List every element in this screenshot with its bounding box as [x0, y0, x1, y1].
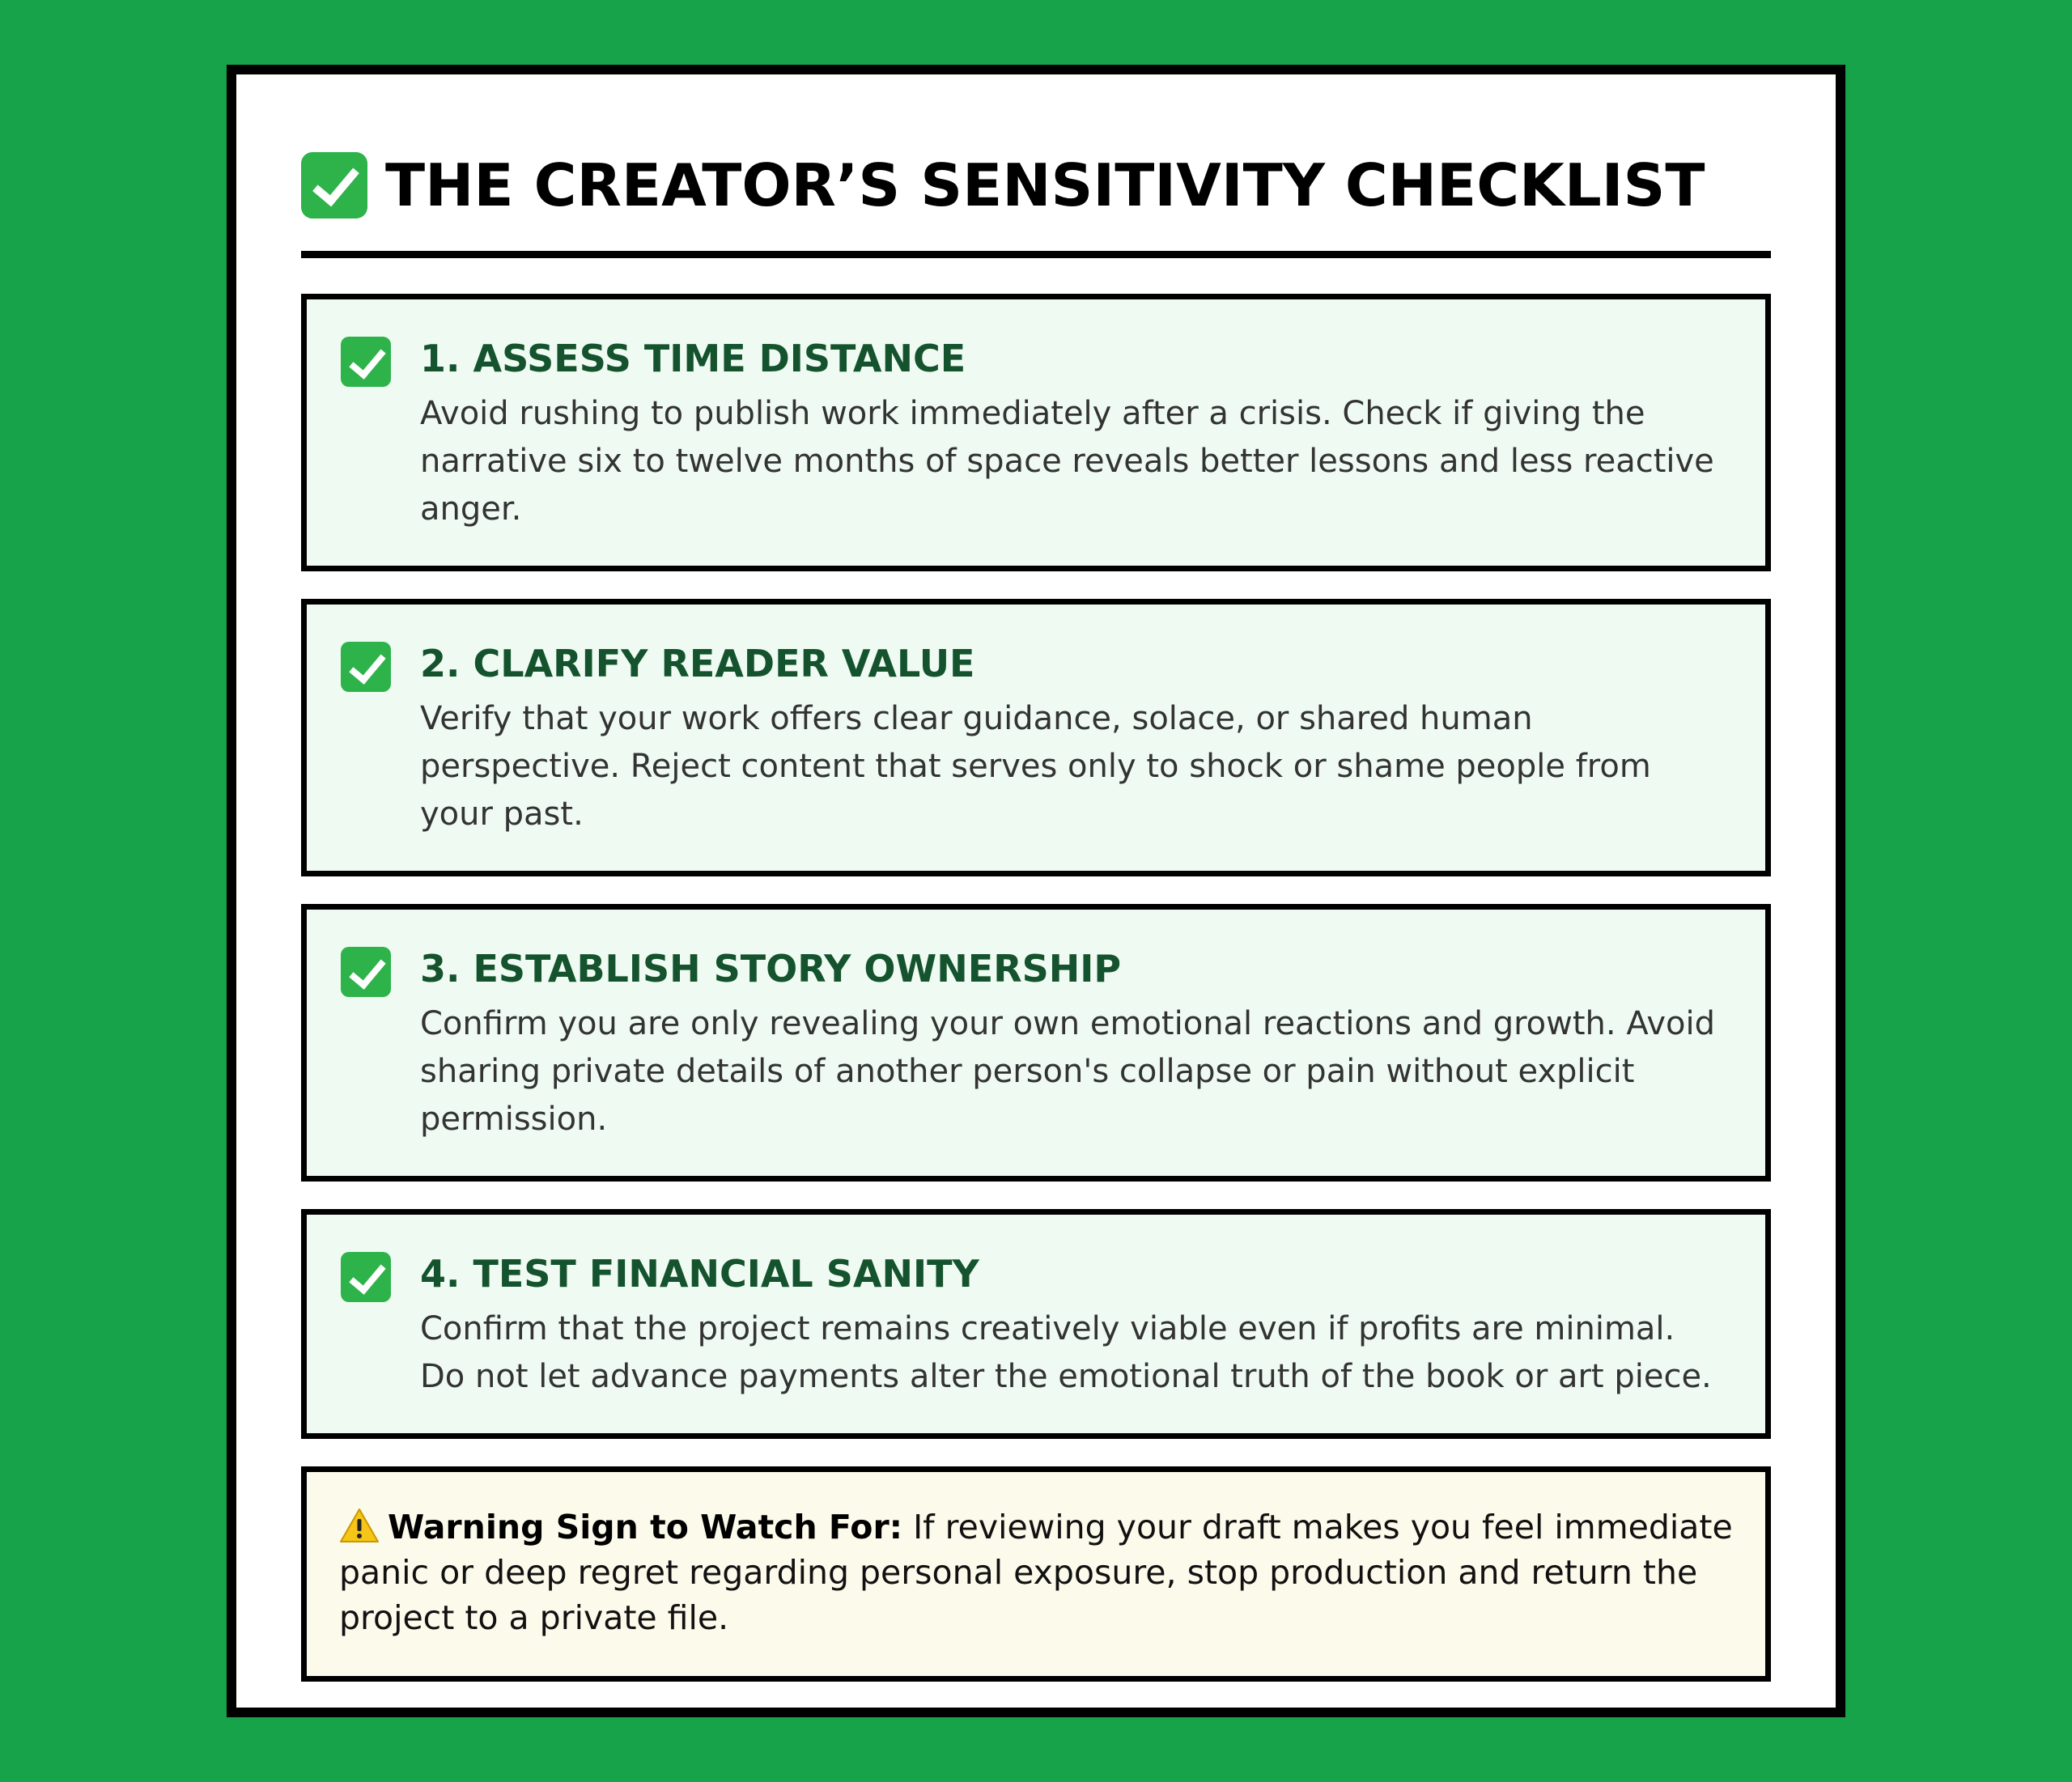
checklist-item	[301, 1209, 1771, 1439]
checklist-item-heading: 2. CLARIFY READER VALUE	[420, 642, 975, 685]
checklist-item-heading: 3. ESTABLISH STORY OWNERSHIP	[420, 947, 1122, 991]
title-row	[301, 149, 1771, 222]
checklist-item-body	[420, 1249, 1717, 1401]
checklist-item	[301, 599, 1771, 876]
warning-box	[301, 1466, 1771, 1682]
warning-icon	[339, 1508, 380, 1543]
checklist-item	[301, 294, 1771, 571]
checklist-item-body	[420, 333, 1717, 533]
check-mark-icon	[301, 152, 367, 219]
page-title: THE CREATOR’S SENSITIVITY CHECKLIST	[385, 151, 1705, 219]
checklist-item-text: Confirm that the project remains creatively viable even if profits are minimal. Do not let advance payments alter the emotional truth of the book or art piece.	[420, 1310, 1712, 1395]
check-mark-icon	[341, 947, 391, 997]
checklist-item-heading: 4. TEST FINANCIAL SANITY	[420, 1252, 979, 1296]
warning-label: Warning Sign to Watch For:	[388, 1508, 903, 1547]
checklist-item-body	[420, 944, 1717, 1143]
check-mark-icon	[341, 642, 391, 692]
title-divider	[301, 251, 1771, 258]
checklist-items	[301, 294, 1771, 1439]
check-mark-icon	[341, 337, 391, 387]
checklist-item-text: Confirm you are only revealing your own emotional reactions and growth. Avoid sharing private details of another person's collapse or pain without explicit permission.	[420, 1005, 1715, 1138]
check-mark-icon	[341, 1252, 391, 1302]
checklist-item-body	[420, 639, 1717, 838]
checklist-item-heading: 1. ASSESS TIME DISTANCE	[420, 337, 966, 380]
checklist-item	[301, 904, 1771, 1182]
checklist-card	[227, 65, 1845, 1717]
checklist-item-text: Avoid rushing to publish work immediately after a crisis. Check if giving the narrative six to twelve months of space reveals better lessons and less reactive anger.	[420, 395, 1714, 528]
warning-text: If reviewing your draft makes you feel immediate panic or deep regret regarding personal exposure, stop production and return the project to a private file.	[339, 1508, 1733, 1637]
checklist-item-text: Verify that your work offers clear guidance, solace, or shared human perspective. Reject content that serves only to shock or shame people from your past.	[420, 700, 1651, 833]
